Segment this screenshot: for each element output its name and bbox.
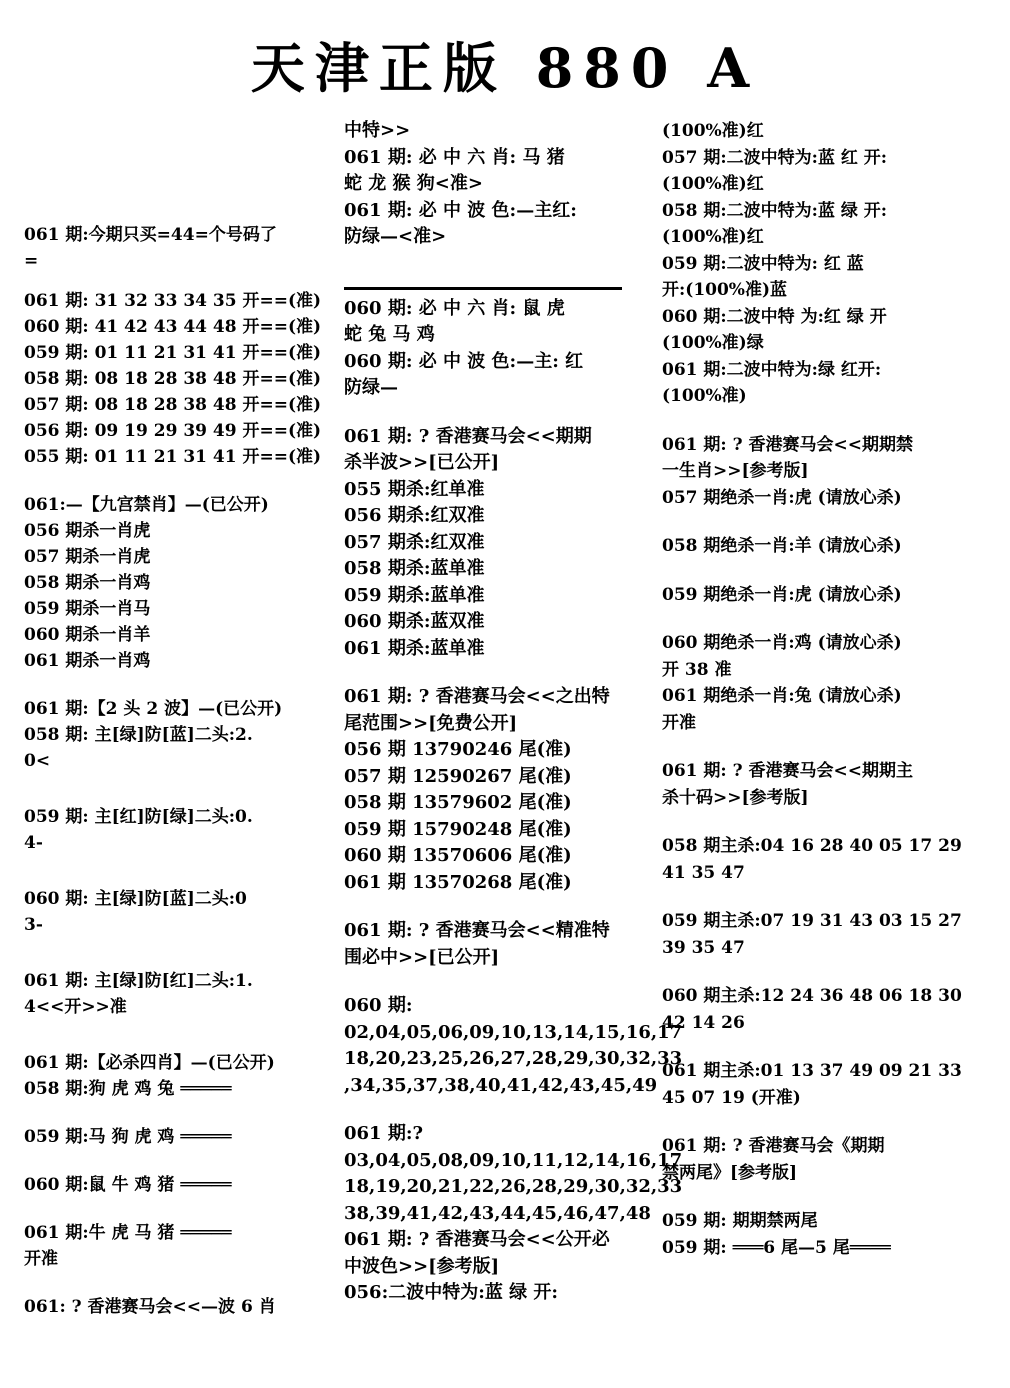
text-line: 0<: [24, 751, 51, 771]
text-line: 42 14 26: [662, 1012, 745, 1033]
group-059-kill: [24, 1124, 314, 1150]
text-line: 059 期主杀:07 19 31 43 03 15 27: [662, 911, 962, 931]
text-line: 061 期:牛 虎 马 猪 ═════: [24, 1223, 232, 1243]
group-059-tails: [662, 1208, 952, 1261]
group-two-tails: [662, 1133, 952, 1186]
text-line: 056 期杀:红双准: [344, 505, 485, 526]
text-line: 060 期主杀:12 24 36 48 06 18 30: [662, 986, 962, 1006]
page-title: 天津正版 880 A: [250, 36, 760, 100]
text-line: 057 期 12590267 尾(准): [344, 765, 572, 787]
group-058-main: [662, 833, 962, 886]
group-061-kill: [24, 1220, 314, 1272]
group-tail-range: [344, 684, 634, 896]
text-line: 055 期杀:红单准: [344, 478, 485, 500]
text-line: ,34,35,37,38,40,41,42,43,45,49: [344, 1074, 658, 1096]
text-line: 056 期: 09 19 29 39 49 开==(准): [24, 421, 322, 441]
text-line: 057 期: 08 18 28 38 48 开==(准): [24, 395, 322, 415]
text-line: 蛇 龙 猴 狗<准>: [344, 173, 483, 194]
text-line: 059 期绝杀一肖:虎 (请放心杀): [662, 584, 902, 605]
text-line: =: [24, 251, 39, 271]
text-line: 45 07 19 (开准): [662, 1087, 801, 1108]
group-one-wave: [24, 1294, 314, 1320]
text-line: 4<<开>>准: [24, 997, 127, 1017]
section-heading: 061 期:【2 头 2 波】—(已公开): [24, 699, 283, 719]
text-line: 中特>>: [344, 120, 411, 141]
text-line: 059 期: 主[红]防[绿]二头:0.: [24, 807, 253, 827]
text-line: 058 期:二波中特为:蓝 绿 开:: [662, 200, 888, 221]
group-061-main: [662, 1058, 962, 1111]
section-heading: 061 期: ? 香港赛马会<<公开必: [344, 1229, 610, 1250]
group-buy-count: [24, 222, 314, 274]
group-kill-ten: [662, 758, 952, 811]
section-heading: 061 期: ? 香港赛马会<<之出特: [344, 686, 610, 707]
divider: [344, 287, 622, 290]
text-line: (100%准)红: [662, 121, 764, 141]
text-line: (100%准)红: [662, 174, 764, 194]
section-heading: 061 期: ? 香港赛马会<<期期: [344, 425, 592, 447]
group-060-heads: [24, 886, 314, 938]
text-line: 059 期: 01 11 21 31 41 开==(准): [24, 343, 322, 363]
text-line: 060 期: 主[绿]防[蓝]二头:0: [24, 889, 247, 909]
text-line: 061 期: 必 中 六 肖: 马 猪: [344, 146, 565, 168]
text-line: 060 期 13570606 尾(准): [344, 845, 572, 866]
text-line: 060 期:: [344, 995, 413, 1016]
section-heading: 中波色>>[参考版]: [344, 1255, 500, 1277]
text-line: 防绿—<准>: [344, 226, 447, 247]
text-line: 18,20,23,25,26,27,28,29,30,32,33: [344, 1048, 683, 1069]
text-line: 059 期:二波中特为: 红 蓝: [662, 253, 864, 274]
text-line: 开准: [662, 712, 696, 733]
text-line: 058 期: 主[绿]防[蓝]二头:2.: [24, 725, 253, 745]
text-line: 058 期绝杀一肖:羊 (请放心杀): [662, 536, 902, 556]
text-line: 061 期杀一肖鸡: [24, 651, 151, 671]
text-line: 060 期杀一肖羊: [24, 625, 151, 645]
text-line: (100%准)绿: [662, 333, 764, 353]
group-nine-palace: [24, 492, 314, 674]
text-line: 4-: [24, 833, 43, 853]
section-heading: 杀半波>>[已公开]: [344, 452, 500, 473]
text-line: 061 期主杀:01 13 37 49 09 21 33: [662, 1061, 962, 1081]
text-line: 开:(100%准)蓝: [662, 280, 788, 300]
text-line: 061 期杀:蓝单准: [344, 637, 485, 659]
text-line: 061: ? 香港赛马会<<—波 6 肖: [24, 1297, 276, 1317]
text-line: 061 期: 主[绿]防[红]二头:1.: [24, 971, 253, 991]
text-line: 058 期杀一肖鸡: [24, 573, 151, 593]
text-line: 057 期:二波中特为:蓝 红 开:: [662, 147, 888, 168]
section-heading: 围必中>>[已公开]: [344, 946, 500, 968]
text-line: 058 期:狗 虎 鸡 兔 ═════: [24, 1079, 232, 1099]
text-line: 060 期: 41 42 43 44 48 开==(准): [24, 317, 322, 337]
group-top: [344, 118, 634, 251]
text-line: 061 期:二波中特为:绿 红开:: [662, 359, 882, 380]
section-heading: 杀十码>>[参考版]: [662, 787, 809, 808]
text-line: 057 期杀一肖虎: [24, 547, 151, 567]
text-line: 055 期: 01 11 21 31 41 开==(准): [24, 447, 322, 467]
section-heading: 061 期: ? 香港赛马会<<期期主: [662, 761, 913, 781]
text-line: 058 期: 08 18 28 38 48 开==(准): [24, 369, 322, 389]
text-line: 防绿—: [344, 377, 398, 398]
section-heading: 061:—【九宫禁肖】—(已公开): [24, 495, 269, 515]
text-line: 059 期杀:蓝单准: [344, 584, 485, 606]
text-line: 059 期杀一肖马: [24, 599, 151, 619]
text-line: 058 期 13579602 尾(准): [344, 792, 572, 813]
group-060-main: [662, 983, 962, 1036]
group-061-heads: [24, 968, 314, 1020]
group-060-kill: [24, 1172, 314, 1198]
text-line: 03,04,05,08,09,10,11,12,14,16,17: [344, 1149, 683, 1171]
text-line: (100%准)红: [662, 227, 764, 247]
text-line: 060 期: 必 中 六 肖: 鼠 虎: [344, 297, 565, 319]
text-line: 41 35 47: [662, 862, 745, 883]
text-line: 056:二波中特为:蓝 绿 开:: [344, 1282, 559, 1303]
group-kill-zodiac: [662, 432, 952, 512]
group-two-wave: [662, 118, 952, 410]
left-column: [24, 222, 322, 1320]
text-line: 3-: [24, 915, 43, 935]
right-column: [662, 118, 962, 1261]
text-line: 061 期:今期只买=44=个号码了: [24, 225, 277, 245]
text-line: 056 期杀一肖虎: [24, 521, 151, 541]
text-line: 059 期: 期期禁两尾: [662, 1211, 818, 1231]
section-heading: 061 期:【必杀四肖】—(已公开): [24, 1053, 275, 1073]
text-line: 057 期杀:红双准: [344, 531, 485, 553]
group-059-main: [662, 908, 962, 961]
section-heading: 061 期: ? 香港赛马会<<期期禁: [662, 434, 913, 455]
group-059-heads: [24, 804, 314, 856]
text-line: 060 期:鼠 牛 鸡 猪 ═════: [24, 1175, 232, 1195]
text-line: 18,19,20,21,22,26,28,29,30,32,33: [344, 1176, 683, 1197]
group-half-wave: [344, 424, 634, 663]
section-heading: 一生肖>>[参考版]: [662, 461, 809, 481]
text-line: 38,39,41,42,43,44,45,46,47,48: [344, 1202, 651, 1224]
text-line: (100%准): [662, 386, 747, 406]
text-line: 058 期杀:蓝单准: [344, 558, 485, 579]
text-line: 059 期 15790248 尾(准): [344, 818, 572, 840]
text-line: 059 期: ═══6 尾—5 尾════: [662, 1237, 891, 1258]
group-precise: [344, 918, 634, 971]
text-line: 蛇 兔 马 鸡: [344, 324, 435, 345]
group-number-history: [24, 288, 322, 470]
text-line: 061 期绝杀一肖:兔 (请放心杀): [662, 686, 902, 706]
group-060-six: [344, 296, 634, 402]
section-heading: 尾范围>>[免费公开]: [344, 712, 518, 734]
text-line: 060 期杀:蓝双准: [344, 611, 485, 632]
text-line: 060 期: 必 中 波 色:—主: 红: [344, 350, 584, 372]
group-061-numbers: [344, 1121, 683, 1307]
group-two-heads: [24, 696, 314, 774]
text-line: 060 期绝杀一肖:鸡 (请放心杀): [662, 633, 902, 653]
section-heading: 061 期: ? 香港赛马会《期期: [662, 1136, 885, 1156]
group-058-kill: [662, 533, 952, 560]
text-line: 058 期主杀:04 16 28 40 05 17 29: [662, 836, 962, 856]
text-line: 061 期: 31 32 33 34 35 开==(准): [24, 291, 322, 311]
group-060-061-kill: [662, 630, 952, 736]
text-line: 061 期 13570268 尾(准): [344, 871, 572, 893]
group-kill-four: [24, 1050, 314, 1102]
text-line: 060 期:二波中特 为:红 绿 开: [662, 306, 887, 327]
section-heading: 禁两尾》[参考版]: [662, 1162, 798, 1183]
text-line: 开 38 准: [662, 659, 732, 680]
text-line: 061 期: 必 中 波 色:—主红:: [344, 199, 577, 221]
text-line: 057 期绝杀一肖:虎 (请放心杀): [662, 487, 902, 508]
text-line: 02,04,05,06,09,10,13,14,15,16,17: [344, 1021, 683, 1043]
group-059-kill: [662, 582, 952, 609]
group-060-numbers: [344, 993, 683, 1099]
text-line: 开准: [24, 1249, 58, 1269]
text-line: 061 期:?: [344, 1123, 424, 1144]
text-line: 056 期 13790246 尾(准): [344, 739, 572, 760]
text-line: 39 35 47: [662, 937, 745, 958]
section-heading: 061 期: ? 香港赛马会<<精准特: [344, 920, 610, 941]
text-line: 059 期:马 狗 虎 鸡 ═════: [24, 1127, 232, 1147]
